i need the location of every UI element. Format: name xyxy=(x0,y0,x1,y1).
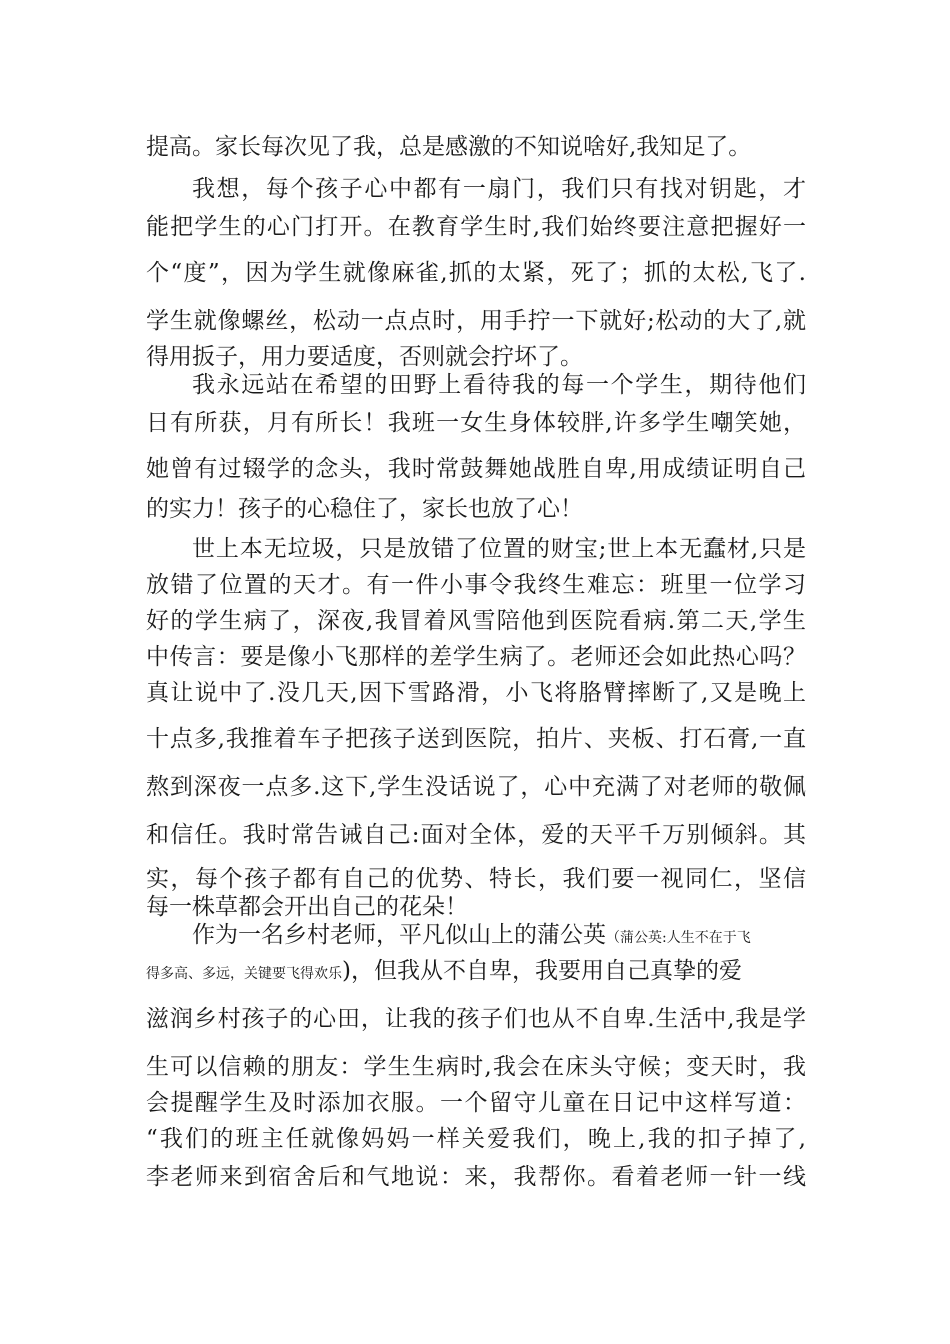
text-line: 能把学生的心门打开。在教育学生时,我们始终要注意把握好一 xyxy=(146,214,806,240)
text-line: 生可以信赖的朋友：学生生病时,我会在床头守候；变天时，我 xyxy=(146,1054,806,1080)
text-line: 提高。家长每次见了我，总是感激的不知说啥好,我知足了。 xyxy=(146,134,752,160)
text-run: 作为一名乡村老师，平凡似山上的蒲公英 xyxy=(192,922,606,948)
text-line: 李老师来到宿舍后和气地说：来，我帮你。看着老师一针一线 xyxy=(146,1164,806,1190)
text-line: 十点多,我推着车子把孩子送到医院，拍片、夹板、打石膏,一直 xyxy=(146,726,806,752)
text-line: 她曾有过辍学的念头，我时常鼓舞她战胜自卑,用成绩证明自己 xyxy=(146,456,806,482)
text-line: “我们的班主任就像妈妈一样关爱我们，晚上,我的扣子掉了, xyxy=(146,1126,806,1152)
text-line: 中传言：要是像小飞那样的差学生病了。老师还会如此热心吗？ xyxy=(146,644,806,670)
text-line: 会提醒学生及时添加衣服。一个留守儿童在日记中这样写道： xyxy=(146,1090,806,1116)
text-line: 每一株草都会开出自己的花朵！ xyxy=(146,894,468,920)
text-line: 实，每个孩子都有自己的优势、特长，我们要一视同仁，坚信 xyxy=(146,866,806,892)
text-line xyxy=(146,956,806,989)
text-line: 得用扳子，用力要适度，否则就会拧坏了。 xyxy=(146,344,583,370)
text-run: )，但我从不自卑，我要用自己真挚的爱 xyxy=(342,958,742,984)
text-line: 真让说中了.没几天,因下雪路滑，小飞将胳臂摔断了,又是晚上 xyxy=(146,680,806,706)
footnote-run: 得多高、多远，关键要飞得欢乐 xyxy=(146,966,342,982)
text-line: 和信任。我时常告诫自己:面对全体，爱的天平千万别倾斜。其 xyxy=(146,822,806,848)
text-line: 世上本无垃圾，只是放错了位置的财宝;世上本无蠢材,只是 xyxy=(192,536,806,562)
text-line: 我永远站在希望的田野上看待我的每一个学生，期待他们 xyxy=(192,372,806,398)
text-line: 的实力！孩子的心稳住了，家长也放了心！ xyxy=(146,496,583,522)
text-line: 我想，每个孩子心中都有一扇门，我们只有找对钥匙，才 xyxy=(192,176,806,202)
text-line: 个“度”，因为学生就像麻雀,抓的太紧，死了；抓的太松,飞了. xyxy=(146,260,806,286)
text-line: 熬到深夜一点多.这下,学生没话说了，心中充满了对老师的敬佩 xyxy=(146,774,806,800)
text-line xyxy=(192,920,806,953)
text-line: 日有所获，月有所长！我班一女生身体较胖,许多学生嘲笑她， xyxy=(146,410,806,436)
footnote-run: （蒲公英:人生不在于飞 xyxy=(606,930,751,946)
text-line: 学生就像螺丝，松动一点点时，用手拧一下就好;松动的大了,就 xyxy=(146,308,806,334)
text-line: 滋润乡村孩子的心田，让我的孩子们也从不自卑.生活中,我是学 xyxy=(146,1006,806,1032)
text-line: 放错了位置的天才。有一件小事令我终生难忘：班里一位学习 xyxy=(146,572,806,598)
text-line: 好的学生病了，深夜,我冒着风雪陪他到医院看病.第二天,学生 xyxy=(146,608,806,634)
